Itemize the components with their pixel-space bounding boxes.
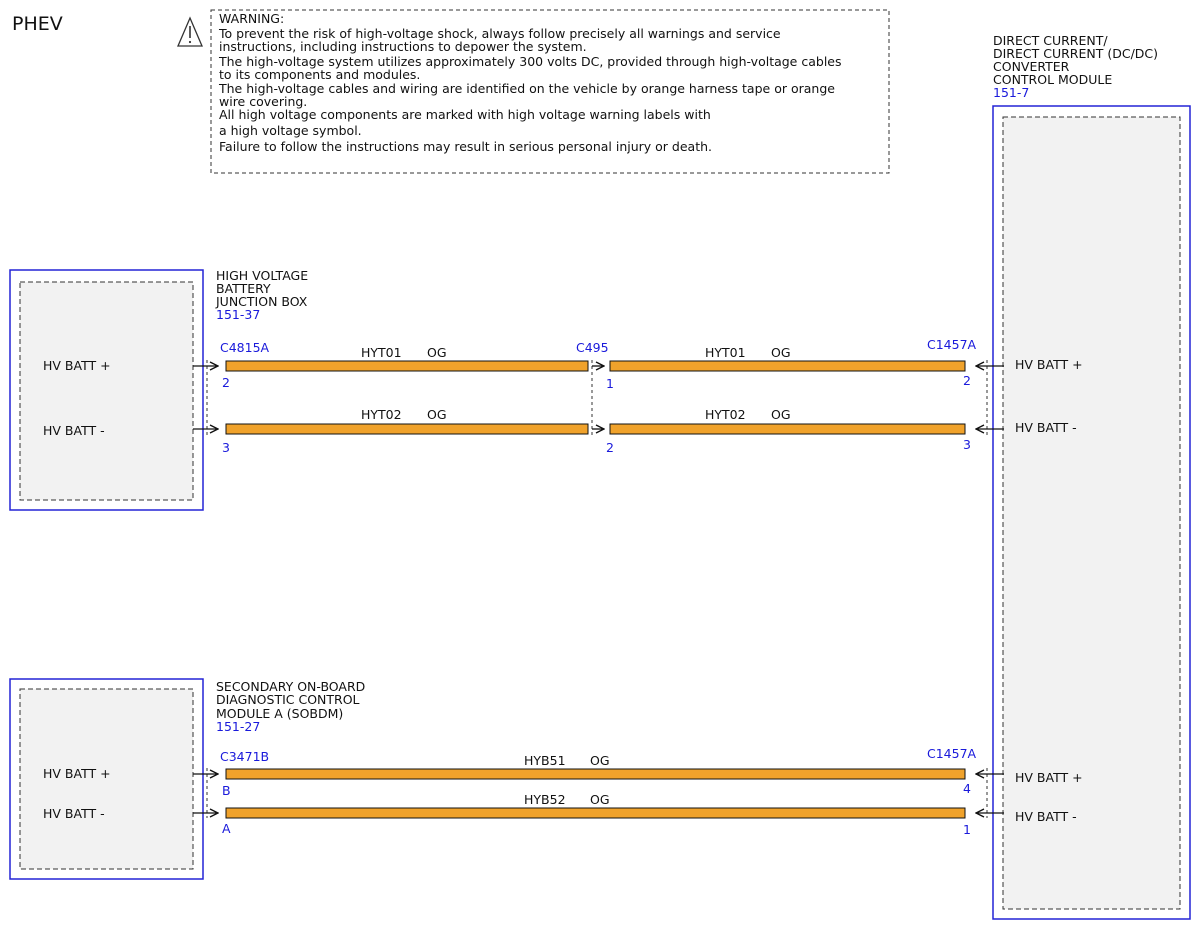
wire-color-label: OG — [771, 407, 791, 422]
pin-number: 2 — [963, 373, 971, 388]
wire-hyt02-a[interactable] — [226, 424, 588, 434]
component-name-line: HIGH VOLTAGE — [216, 268, 309, 283]
component-ref: 151-7 — [993, 85, 1030, 100]
warning-line: Failure to follow the instructions may result in serious personal injury or death. — [219, 139, 712, 154]
wire-circuit-label: HYB52 — [524, 792, 566, 807]
component-name-line: CONTROL MODULE — [993, 72, 1113, 87]
component-name-line: DIRECT CURRENT (DC/DC) — [993, 46, 1159, 61]
component-ref: 151-37 — [216, 307, 261, 322]
connector-name: C3471B — [220, 749, 270, 764]
dcdc-pin-hv-batt-neg: HV BATT - — [1015, 809, 1077, 824]
connector-name: C1457A — [927, 337, 977, 352]
pin-number: B — [222, 783, 231, 798]
wire-color-label: OG — [590, 792, 610, 807]
component-name-line: CONVERTER — [993, 59, 1070, 74]
sobdm-label — [216, 679, 365, 734]
wire-circuit-label: HYB51 — [524, 753, 566, 768]
wire-color-label: OG — [590, 753, 610, 768]
dcdc-converter-label — [993, 33, 1158, 100]
wire-circuit-label: HYT02 — [705, 407, 746, 422]
hv-junction-box-label — [215, 268, 308, 322]
connector-name: C1457A — [927, 746, 977, 761]
wire-hyb52[interactable] — [226, 808, 965, 818]
component-name-line: SECONDARY ON-BOARD — [216, 679, 366, 694]
warning-icon — [178, 18, 202, 46]
pin-number: 2 — [222, 375, 230, 390]
warning-line: to its components and modules. — [219, 67, 421, 82]
pin-number: 1 — [963, 822, 971, 837]
hv-junction-box-inner — [20, 282, 193, 500]
warning-text — [218, 11, 842, 154]
dcdc-pin-hv-batt-pos: HV BATT + — [1015, 357, 1083, 372]
connector-name: C4815A — [220, 340, 270, 355]
wire-circuit-label: HYT01 — [705, 345, 746, 360]
pin-number: 2 — [606, 440, 614, 455]
warning-line: a high voltage symbol. — [219, 123, 362, 138]
pin-number: 3 — [963, 437, 971, 452]
component-name-line: DIRECT CURRENT/ — [993, 33, 1108, 48]
hvjb-pin-hv-batt-pos: HV BATT + — [43, 358, 111, 373]
warning-line: wire covering. — [219, 94, 308, 109]
dcdc-pin-hv-batt-neg: HV BATT - — [1015, 420, 1077, 435]
warning-line: WARNING: — [219, 11, 285, 26]
warning-line: The high-voltage system utilizes approximately 300 volts DC, provided through high-voltage cables — [219, 54, 842, 69]
sobdm-pin-hv-batt-neg: HV BATT - — [43, 806, 105, 821]
dcdc-pin-hv-batt-pos: HV BATT + — [1015, 770, 1083, 785]
hvjb-pin-hv-batt-neg: HV BATT - — [43, 423, 105, 438]
warning-line: instructions, including instructions to depower the system. — [219, 39, 587, 54]
pin-number: 4 — [963, 781, 971, 796]
component-name-line: BATTERY — [216, 281, 271, 296]
page-title: PHEV — [12, 13, 63, 35]
wire-color-label: OG — [771, 345, 791, 360]
sobdm-pin-hv-batt-pos: HV BATT + — [43, 766, 111, 781]
wire-hyt02-b[interactable] — [610, 424, 965, 434]
wire-hyt01-b[interactable] — [610, 361, 965, 371]
connector-name: C495 — [576, 340, 609, 355]
component-ref: 151-27 — [216, 719, 261, 734]
pin-number: A — [222, 821, 231, 836]
wire-color-label: OG — [427, 407, 447, 422]
warning-line: All high voltage components are marked with high voltage warning labels with — [219, 107, 711, 122]
warning-line: The high-voltage cables and wiring are identified on the vehicle by orange harness tape or orange — [219, 81, 835, 96]
dcdc-converter-inner — [1003, 117, 1180, 909]
wire-circuit-label: HYT02 — [361, 407, 402, 422]
pin-number: 3 — [222, 440, 230, 455]
wire-circuit-label: HYT01 — [361, 345, 402, 360]
pin-number: 1 — [606, 376, 614, 391]
wire-hyb51[interactable] — [226, 769, 965, 779]
component-name-line: JUNCTION BOX — [216, 294, 308, 309]
component-name-line: DIAGNOSTIC CONTROL — [216, 692, 360, 707]
wire-color-label: OG — [427, 345, 447, 360]
warning-line: To prevent the risk of high-voltage shock, always follow precisely all warnings and service — [219, 26, 781, 41]
wire-hyt01-a[interactable] — [226, 361, 588, 371]
component-name-line: MODULE A (SOBDM) — [216, 706, 344, 721]
